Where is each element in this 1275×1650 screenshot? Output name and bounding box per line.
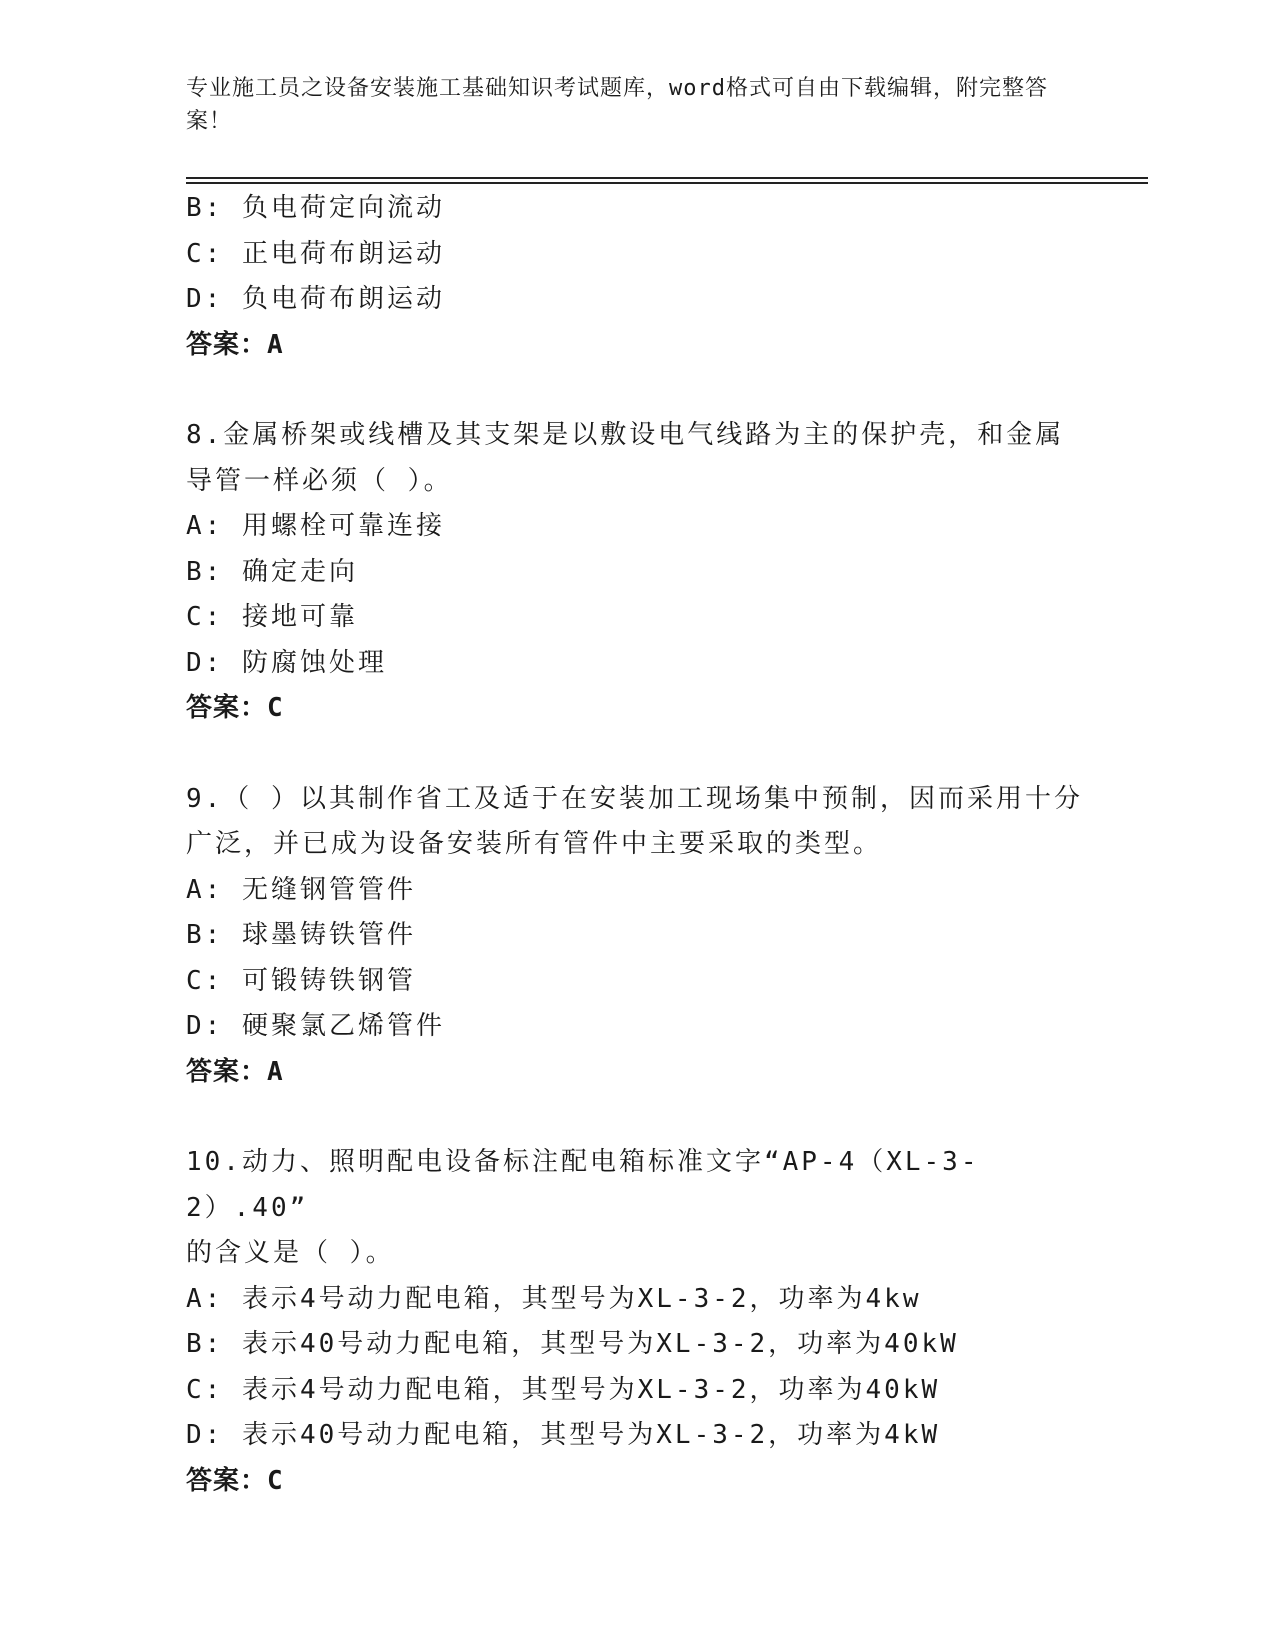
question-block-9 [186, 777, 1086, 1096]
question-stem-line: 10.动力、照明配电设备标注配电箱标准文字“AP-4（XL-3-2）.40” [186, 1147, 980, 1223]
header-divider-bottom [186, 182, 1148, 184]
option-c: C: 接地可靠 [186, 602, 358, 632]
answer-label: 答案： [186, 1465, 268, 1496]
question-stem-line: 的含义是（ ）。 [186, 1238, 395, 1268]
question-stem-line: 9.（ ）以其制作省工及适于在安装加工现场集中预制，因而采用十分 [186, 783, 1083, 814]
question-stem [186, 1140, 1086, 1277]
answer-label: 答案： [186, 1056, 268, 1087]
option-d: D: 负电荷布朗运动 [186, 284, 445, 314]
option-a: A: 表示4号动力配电箱，其型号为XL-3-2，功率为4kw [186, 1283, 922, 1314]
answer-value: C [267, 693, 284, 723]
header-divider-top [186, 177, 1148, 179]
answer-line [186, 323, 1086, 369]
question-block-10 [186, 1140, 1086, 1504]
question-list [186, 186, 1086, 1504]
answer-value: A [267, 329, 284, 360]
option-b: B: 球墨铸铁管件 [186, 920, 416, 950]
option-d: D: 防腐蚀处理 [186, 647, 387, 678]
option-b: B: 负电荷定向流动 [186, 193, 445, 223]
option-a: A: 用螺栓可靠连接 [186, 511, 445, 541]
question-block-7 [186, 186, 1086, 368]
question-stem [186, 413, 1086, 504]
document-header: 专业施工员之设备安装施工基础知识考试题库，word格式可自由下载编辑，附完整答案！ [186, 76, 1048, 134]
option-d: D: 表示40号动力配电箱，其型号为XL-3-2，功率为4kW [186, 1420, 941, 1450]
option-c: C: 正电荷布朗运动 [186, 238, 445, 269]
question-stem-line: 导管一样必须（ ）。 [186, 465, 453, 496]
question-stem [186, 777, 1086, 868]
option-c: C: 可锻铸铁钢管 [186, 965, 416, 996]
answer-line [186, 1050, 1086, 1096]
question-block-8 [186, 413, 1086, 732]
answer-label: 答案： [186, 693, 268, 723]
option-b: B: 表示40号动力配电箱，其型号为XL-3-2，功率为40kW [186, 1329, 959, 1359]
option-c: C: 表示4号动力配电箱，其型号为XL-3-2，功率为40kW [186, 1374, 941, 1405]
question-stem-line: 8.金属桥架或线槽及其支架是以敷设电气线路为主的保护壳，和金属 [186, 420, 1065, 450]
answer-label: 答案： [186, 329, 268, 360]
answer-value: A [267, 1056, 284, 1087]
question-stem-line: 广泛，并已成为设备安装所有管件中主要采取的类型。 [186, 829, 883, 859]
option-a: A: 无缝钢管管件 [186, 874, 416, 905]
option-b: B: 确定走向 [186, 556, 358, 587]
answer-line [186, 686, 1086, 732]
answer-value: C [267, 1465, 284, 1496]
answer-line [186, 1459, 1086, 1505]
option-d: D: 硬聚氯乙烯管件 [186, 1011, 445, 1041]
